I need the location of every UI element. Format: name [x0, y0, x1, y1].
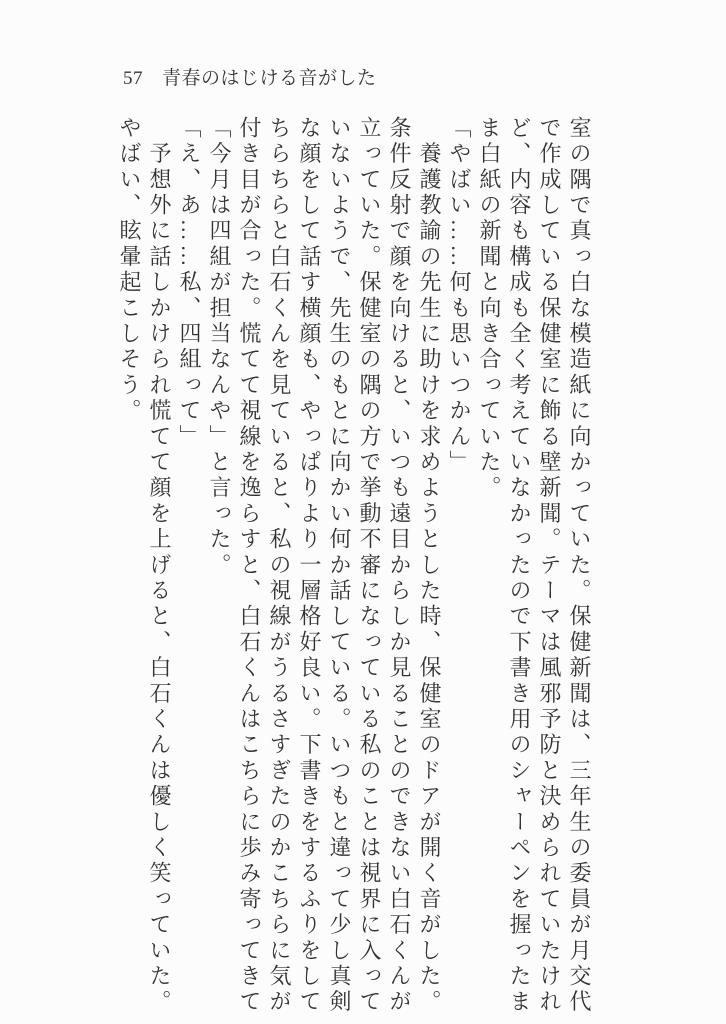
text-line: 付き目が合った。慌てて視線を逸らすと、白石くんはこちらに歩み寄ってきて — [237, 116, 262, 1016]
text-line: 室の隅で真っ白な模造紙に向かっていた。保健新聞は、三年生の委員が月交代 — [567, 116, 592, 1016]
text-line: 条件反射で顔を向けると、いつも遠目からしか見ることのできない白石くんが — [387, 116, 412, 1016]
page-number: 57 — [123, 68, 143, 89]
text-line: いないようで、先生のもとに向かい何か話している。いつもと違って少し真剣 — [327, 116, 352, 1016]
text-line: 「今月は四組が担当なんや」と言った。 — [207, 116, 232, 579]
text-line: 養護教諭の先生に助けを求めようとした時、保健室のドアが開く音がした。 — [417, 116, 442, 1016]
text-line: な顔をして話す横顔も、やっぱりより一層格好良い。下書きをするふりをして — [297, 116, 322, 1016]
text-line: で作成している保健室に飾る壁新聞。テーマは風邪予防と決められていたけれ — [537, 116, 562, 1016]
text-line: ど、内容も構成も全く考えていなかったので下書き用のシャーペンを握ったま — [507, 116, 532, 1016]
page-header — [123, 68, 377, 91]
text-line: やばい、眩暈起こしそう。 — [117, 116, 142, 425]
body-text — [114, 116, 594, 1018]
text-line: ちらちらと白石くんを見ていると、私の視線がうるさすぎたのかこちらに気が — [267, 116, 292, 1016]
text-line: 予想外に話しかけられ慌てて顔を上げると、白石くんは優しく笑っていた。 — [147, 116, 172, 1016]
text-line: 立っていた。保健室の隅の方で挙動不審になっている私のことは視界に入って — [357, 116, 382, 1016]
text-line: 「やばい……何も思いつかん」 — [447, 116, 472, 476]
text-line: 「え、あ……私、四組って」 — [177, 116, 202, 451]
text-line: ま白紙の新聞と向き合っていた。 — [477, 116, 502, 502]
chapter-title: 青春のはじける音がした — [162, 68, 377, 89]
